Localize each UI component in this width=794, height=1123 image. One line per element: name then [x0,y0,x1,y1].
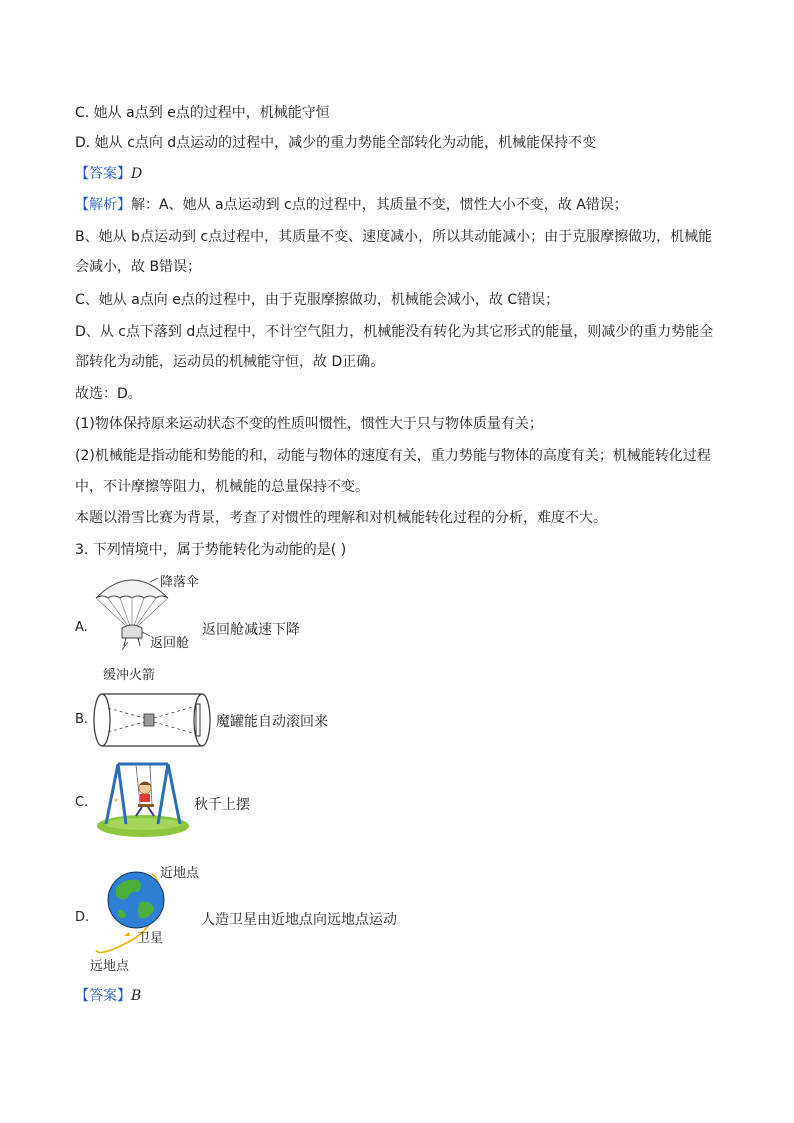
rolling-can-illustration [92,692,212,748]
answer-tag: 【答案】 [75,166,131,182]
rocket-label: 缓冲火箭 [103,668,156,683]
swing-illustration [96,758,190,838]
analysis-tag: 【解析】 [75,197,131,213]
option-b-label: B. [75,712,89,727]
choose-line: 故选：D。 [75,386,142,402]
point-2a: (2)机械能是指动能和势能的和，动能与物体的速度有关，重力势能与物体的高度有关；机械能转化过程 [75,448,711,464]
answer-value: D [131,166,143,182]
point-2b: 中，不计摩擦等阻力，机械能的总量保持不变。 [75,479,369,495]
analysis-6: 部转化为动能，运动员的机械能守恒，故 D正确。 [75,354,385,370]
perigee-label: 近地点 [160,866,200,881]
answer-2-value: B [131,988,142,1004]
option-a-text: 返回舱减速下降 [202,622,300,638]
point-1: (1)物体保持原来运动状态不变的性质叫惯性，惯性大于只与物体质量有关； [75,416,543,432]
analysis-text-1: 解：A、她从 a点运动到 c点的过程中，其质量不变，惯性大小不变，故 A错误； [131,197,628,213]
option-c-text: C. 她从 a点到 e点的过程中，机械能守恒 [75,105,330,121]
option-c-label: C. [75,795,89,810]
answer-1 [75,164,142,184]
option-b-text: 魔罐能自动滚回来 [216,714,328,730]
answer-2-tag: 【答案】 [75,988,131,1004]
option-c-text: 秋千上摆 [194,797,250,813]
satellite-label: 卫星 [137,931,164,946]
option-d-text: D. 她从 c点向 d点运动的过程中，减少的重力势能全部转化为动能，机械能保持不变 [75,135,597,151]
analysis-3: 会减小，故 B错误； [75,259,202,275]
parachute-label: 降落伞 [160,575,200,590]
analysis-4: C、她从 a点向 e点的过程中，由于克服摩擦做功，机械能会减小，故 C错误； [75,292,560,308]
question-3: 3. 下列情境中，属于势能转化为动能的是( ) [75,542,347,558]
summary: 本题以滑雪比赛为背景，考查了对惯性的理解和对机械能转化过程的分析，难度不大。 [75,510,607,526]
analysis-2: B、她从 b点运动到 c点过程中，其质量不变、速度减小，所以其动能减小；由于克服摩擦做功，机械能 [75,229,713,245]
capsule-label: 返回舱 [150,636,190,651]
apogee-label: 远地点 [90,959,130,974]
analysis-5: D、从 c点下落到 d点过程中，不计空气阻力，机械能没有转化为其它形式的能量，则减少的重力势能全 [75,324,714,340]
option-a-label: A. [75,620,88,635]
option-d-text: 人造卫星由近地点向远地点运动 [201,912,397,928]
option-d-label: D. [75,910,90,925]
analysis-1 [75,195,628,215]
answer-2 [75,986,141,1006]
